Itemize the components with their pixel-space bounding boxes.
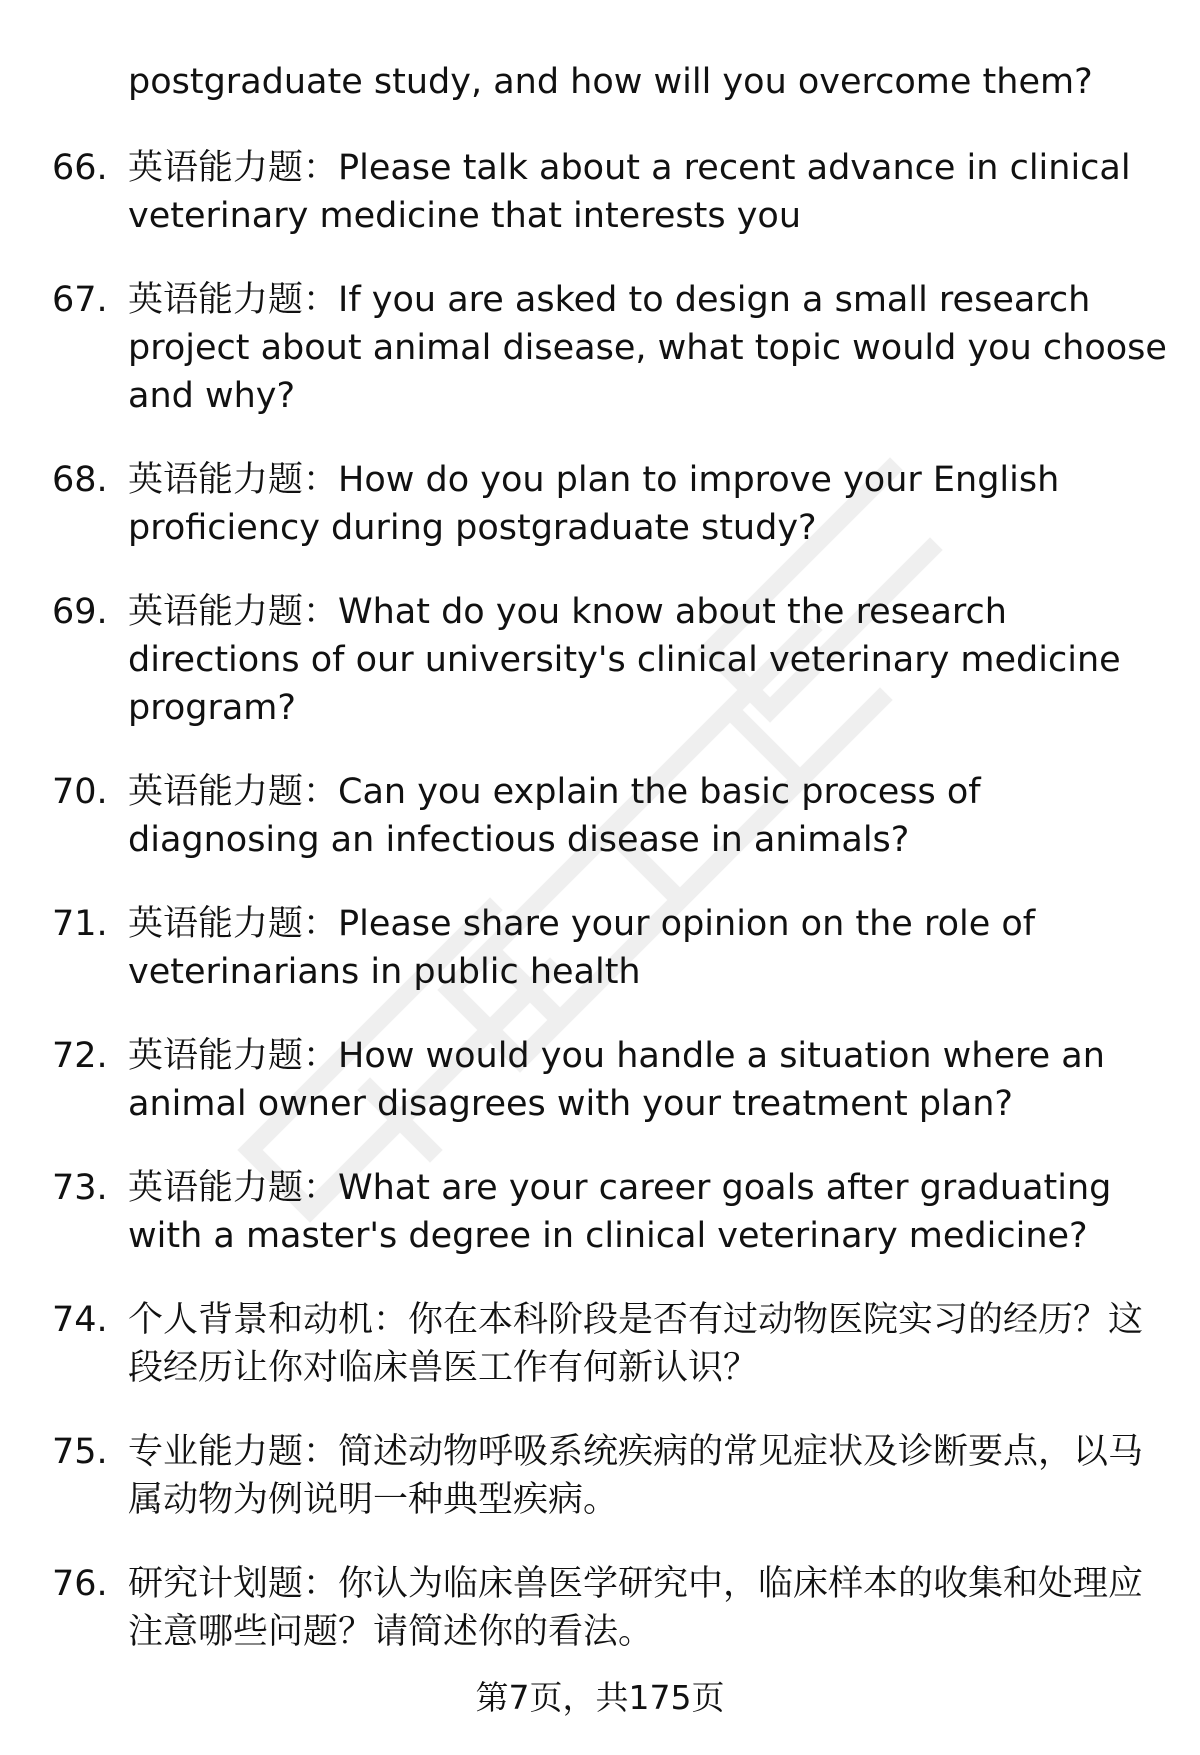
question-number: 76.	[52, 1564, 108, 1604]
question-number: 72.	[52, 1036, 108, 1076]
question-text: 个人背景和动机：你在本科阶段是否有过动物医院实习的经历？这段经历让你对临床兽医工作有何新认识？	[128, 1300, 1144, 1388]
question-item-70	[0, 768, 1200, 864]
question-item-72	[0, 1032, 1200, 1128]
question-text: 英语能力题：Please talk about a recent advance in clinical veterinary medicine that interests you	[128, 148, 1131, 236]
question-item-71	[0, 900, 1200, 996]
continuation-text: postgraduate study, and how will you overcome them?	[128, 62, 1093, 102]
question-text: 英语能力题：If you are asked to design a small research project about animal disease, what topic would you choose and why?	[128, 280, 1167, 416]
question-number: 66.	[52, 148, 108, 188]
question-text: 英语能力题：What are your career goals after graduating with a master's degree in clinical veterinary medicine?	[128, 1168, 1112, 1256]
question-number: 68.	[52, 460, 108, 500]
question-item-74	[0, 1296, 1200, 1392]
question-number: 73.	[52, 1168, 108, 1208]
question-item-66	[0, 144, 1200, 240]
question-text: 专业能力题：简述动物呼吸系统疾病的常见症状及诊断要点，以马属动物为例说明一种典型疾病。	[128, 1432, 1144, 1520]
question-number: 75.	[52, 1432, 108, 1472]
page-footer: 第7页，共175页	[475, 1678, 725, 1717]
question-text: 英语能力题：How would you handle a situation where an animal owner disagrees with your treatment plan?	[128, 1036, 1105, 1124]
question-number: 71.	[52, 904, 108, 944]
question-item-69	[0, 588, 1200, 732]
question-number: 67.	[52, 280, 108, 320]
question-item-73	[0, 1164, 1200, 1260]
question-item-76	[0, 1560, 1200, 1656]
question-number: 74.	[52, 1300, 108, 1340]
question-list	[0, 144, 1200, 1692]
question-text: 英语能力题：Can you explain the basic process of diagnosing an infectious disease in animals?	[128, 772, 981, 860]
question-text: 英语能力题：What do you know about the research directions of our university's clinical veterinary medicine program?	[128, 592, 1121, 728]
question-item-67	[0, 276, 1200, 420]
question-item-68	[0, 456, 1200, 552]
question-text: 研究计划题：你认为临床兽医学研究中，临床样本的收集和处理应注意哪些问题？请简述你的看法。	[128, 1564, 1144, 1652]
question-text: 英语能力题：How do you plan to improve your English proficiency during postgraduate study?	[128, 460, 1060, 548]
question-item-75	[0, 1428, 1200, 1524]
question-number: 69.	[52, 592, 108, 632]
question-number: 70.	[52, 772, 108, 812]
question-text: 英语能力题：Please share your opinion on the role of veterinarians in public health	[128, 904, 1036, 992]
